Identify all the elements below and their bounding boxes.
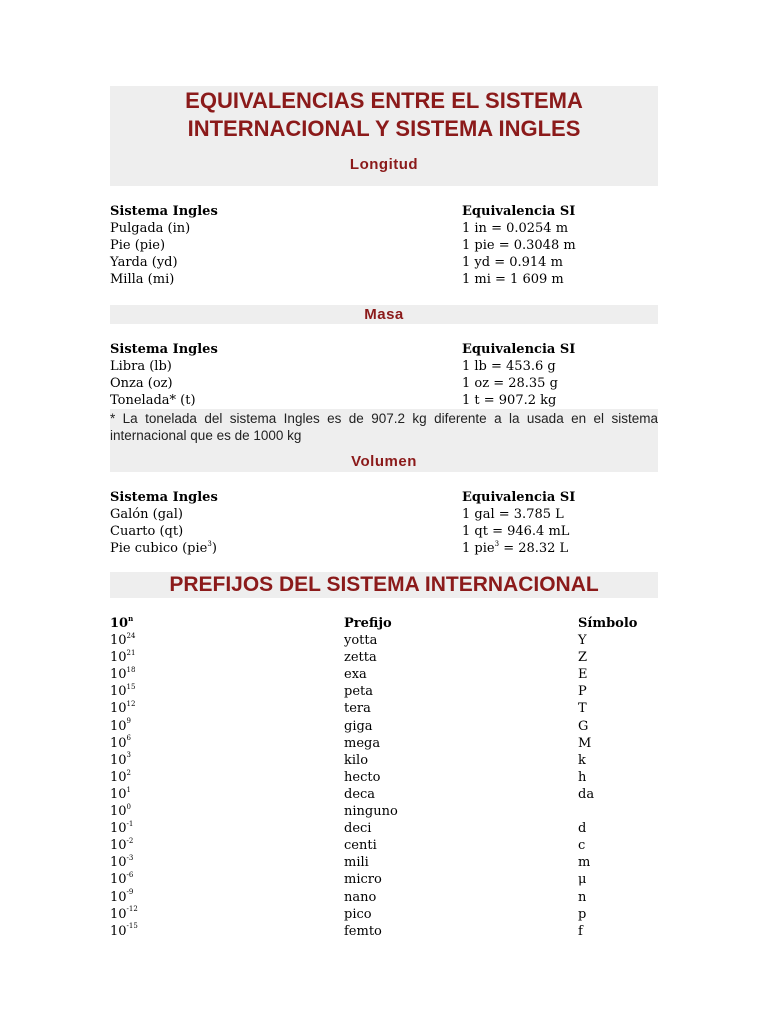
prefix-symbol: G xyxy=(578,718,589,734)
power-of-ten xyxy=(110,718,344,735)
prefix-name: giga xyxy=(344,718,373,734)
table-row xyxy=(110,358,658,375)
power-of-ten xyxy=(110,769,344,786)
prefix-name: mega xyxy=(344,735,381,751)
power-base: 10 xyxy=(110,752,127,768)
unit-equivalence: 1 yd = 0.914 m xyxy=(462,255,563,270)
power-of-ten xyxy=(110,683,344,700)
header-equivalencia: Equivalencia SI xyxy=(462,490,576,505)
power-base: 10 xyxy=(110,735,127,751)
power-of-ten xyxy=(110,820,344,837)
power-exponent: -15 xyxy=(126,922,138,931)
unit-equivalence: 1 in = 0.0254 m xyxy=(462,221,569,236)
prefix-symbol: n xyxy=(578,889,587,905)
unit-name: Yarda (yd) xyxy=(110,255,178,270)
table-row xyxy=(110,837,658,854)
table-row xyxy=(110,632,658,649)
main-title-line1: EQUIVALENCIAS ENTRE EL SISTEMA xyxy=(185,88,583,113)
section-title-volumen: Volumen xyxy=(351,453,417,470)
prefix-name: ninguno xyxy=(344,804,398,820)
power-base: 10 xyxy=(110,838,127,854)
power-base: 10 xyxy=(110,821,127,837)
header-base: 10 xyxy=(110,616,129,631)
masa-table xyxy=(110,341,658,409)
prefix-name: hecto xyxy=(344,769,381,785)
power-of-ten xyxy=(110,889,344,906)
table-row xyxy=(110,220,658,237)
table-header xyxy=(110,489,658,506)
power-exponent: -3 xyxy=(126,853,134,862)
power-of-ten xyxy=(110,752,344,769)
power-exponent: 15 xyxy=(126,683,136,692)
power-of-ten xyxy=(110,632,344,649)
prefix-symbol: f xyxy=(578,923,583,939)
table-row xyxy=(110,649,658,666)
table-row xyxy=(110,752,658,769)
prefix-symbol: M xyxy=(578,735,592,751)
power-exponent: 9 xyxy=(126,717,132,726)
prefix-symbol: Y xyxy=(578,633,587,649)
power-base: 10 xyxy=(110,804,127,820)
power-base: 10 xyxy=(110,906,127,922)
unit-name: Tonelada* (t) xyxy=(110,393,196,408)
power-base: 10 xyxy=(110,889,127,905)
prefix-name: peta xyxy=(344,684,373,700)
prefix-name: zetta xyxy=(344,650,377,666)
header-exponent: n xyxy=(128,613,134,623)
prefix-name: deci xyxy=(344,821,372,837)
prefijos-title-band xyxy=(110,572,658,598)
prefix-name: femto xyxy=(344,923,382,939)
unit-name: Galón (gal) xyxy=(110,507,183,522)
power-base: 10 xyxy=(110,650,127,666)
table-row xyxy=(110,254,658,271)
power-of-ten xyxy=(110,837,344,854)
table-row xyxy=(110,854,658,871)
table-header xyxy=(110,615,658,632)
main-title-line2: INTERNACIONAL Y SISTEMA INGLES xyxy=(187,116,581,141)
header-prefijo: Prefijo xyxy=(344,616,392,631)
power-base: 10 xyxy=(110,684,127,700)
unit-name: Pie (pie) xyxy=(110,238,166,253)
table-row xyxy=(110,506,658,523)
unit-equivalence: 1 pie = 0.3048 m xyxy=(462,238,576,253)
power-base: 10 xyxy=(110,718,127,734)
equivalence-value: = 28.32 L xyxy=(503,541,569,556)
table-row xyxy=(110,718,658,735)
power-of-ten xyxy=(110,735,344,752)
table-row xyxy=(110,271,658,288)
header-simbolo: Símbolo xyxy=(578,616,638,631)
table-row xyxy=(110,735,658,752)
prefix-name: exa xyxy=(344,667,367,683)
unit-name: Onza (oz) xyxy=(110,376,173,391)
table-row xyxy=(110,871,658,888)
power-exponent: 1 xyxy=(126,785,132,794)
table-row xyxy=(110,889,658,906)
power-base: 10 xyxy=(110,633,127,649)
power-base: 10 xyxy=(110,872,127,888)
header-sistema-ingles: Sistema Ingles xyxy=(110,490,218,505)
power-exponent: 21 xyxy=(126,648,136,657)
power-exponent: -1 xyxy=(126,819,134,828)
unit-equivalence: 1 gal = 3.785 L xyxy=(462,507,564,522)
prefix-name: yotta xyxy=(344,633,378,649)
header-equivalencia: Equivalencia SI xyxy=(462,204,576,219)
power-exponent: 18 xyxy=(126,665,136,674)
title-band xyxy=(110,86,658,186)
superscript: 3 xyxy=(207,539,212,548)
unit-equivalence: 1 t = 907.2 kg xyxy=(462,393,557,408)
prefix-name: nano xyxy=(344,889,377,905)
power-base: 10 xyxy=(110,769,127,785)
prefix-symbol: Z xyxy=(578,650,588,666)
prefix-symbol: c xyxy=(578,838,586,854)
unit-name-close: ) xyxy=(211,541,217,556)
table-row xyxy=(110,803,658,820)
prefijos-table xyxy=(110,615,658,940)
header-power xyxy=(110,615,344,632)
prefix-symbol: d xyxy=(578,821,587,837)
prefix-name: pico xyxy=(344,906,372,922)
power-of-ten xyxy=(110,923,344,940)
prefix-symbol: da xyxy=(578,786,595,802)
table-row xyxy=(110,375,658,392)
power-exponent: -12 xyxy=(126,905,138,914)
section-title-longitud: Longitud xyxy=(349,156,419,173)
power-base: 10 xyxy=(110,667,127,683)
power-exponent: -6 xyxy=(126,871,134,880)
equivalence-unit: 1 pie xyxy=(462,541,495,556)
prefix-name: deca xyxy=(344,786,376,802)
prefix-symbol xyxy=(578,803,658,820)
table-row xyxy=(110,237,658,254)
power-base: 10 xyxy=(110,701,127,717)
prefix-symbol: k xyxy=(578,752,586,768)
table-row xyxy=(110,820,658,837)
prefix-name: centi xyxy=(344,838,377,854)
power-of-ten xyxy=(110,786,344,803)
unit-name: Milla (mi) xyxy=(110,272,175,287)
main-title xyxy=(110,86,658,143)
power-of-ten xyxy=(110,649,344,666)
power-exponent: 3 xyxy=(126,751,132,760)
power-of-ten xyxy=(110,854,344,871)
superscript: 3 xyxy=(494,539,500,548)
unit-equivalence: 1 qt = 946.4 mL xyxy=(462,524,570,539)
prefix-symbol: T xyxy=(578,701,587,717)
power-base: 10 xyxy=(110,855,127,871)
prefix-symbol: E xyxy=(578,667,588,683)
unit-equivalence xyxy=(462,540,658,557)
power-base: 10 xyxy=(110,923,127,939)
table-row xyxy=(110,666,658,683)
prefix-symbol: h xyxy=(578,769,587,785)
power-exponent: 2 xyxy=(126,768,132,777)
table-header xyxy=(110,341,658,358)
power-exponent: -9 xyxy=(126,888,134,897)
header-sistema-ingles: Sistema Ingles xyxy=(110,204,218,219)
prefijos-title: PREFIJOS DEL SISTEMA INTERNACIONAL xyxy=(169,573,599,596)
prefix-name: tera xyxy=(344,701,371,717)
prefix-symbol: p xyxy=(578,906,587,922)
prefix-name: mili xyxy=(344,855,369,871)
unit-name xyxy=(110,540,462,557)
power-of-ten xyxy=(110,871,344,888)
prefix-name: micro xyxy=(344,872,382,888)
table-row xyxy=(110,523,658,540)
unit-equivalence: 1 lb = 453.6 g xyxy=(462,359,556,374)
power-exponent: 12 xyxy=(126,700,136,709)
table-row xyxy=(110,540,658,557)
power-of-ten xyxy=(110,906,344,923)
power-exponent: 6 xyxy=(126,734,132,743)
section-band-masa xyxy=(110,305,658,324)
power-exponent: 24 xyxy=(126,631,136,640)
power-of-ten xyxy=(110,700,344,717)
prefix-rows xyxy=(110,632,658,940)
unit-equivalence: 1 mi = 1 609 m xyxy=(462,272,564,287)
unit-name-text: Pie cubico (pie xyxy=(110,541,208,556)
prefix-name: kilo xyxy=(344,752,369,768)
masa-note-band xyxy=(110,409,658,472)
prefix-symbol: P xyxy=(578,684,587,700)
document-page xyxy=(110,86,658,940)
table-row xyxy=(110,906,658,923)
power-of-ten xyxy=(110,803,344,820)
tonelada-note: * La tonelada del sistema Ingles es de 907.2 kg diferente a la usada en el sistema internacional que es de 1000 kg xyxy=(110,411,658,443)
header-sistema-ingles: Sistema Ingles xyxy=(110,342,218,357)
table-row xyxy=(110,683,658,700)
unit-name: Cuarto (qt) xyxy=(110,524,184,539)
table-row xyxy=(110,700,658,717)
volumen-table xyxy=(110,489,658,557)
power-of-ten xyxy=(110,666,344,683)
table-row xyxy=(110,786,658,803)
unit-equivalence: 1 oz = 28.35 g xyxy=(462,376,558,391)
power-base: 10 xyxy=(110,786,127,802)
table-row xyxy=(110,769,658,786)
power-exponent: 0 xyxy=(126,802,132,811)
table-header xyxy=(110,203,658,220)
power-exponent: -2 xyxy=(126,836,134,845)
table-row xyxy=(110,392,658,409)
prefix-symbol: m xyxy=(578,855,591,871)
section-title-masa: Masa xyxy=(364,306,404,323)
unit-name: Libra (lb) xyxy=(110,359,172,374)
prefix-symbol: μ xyxy=(578,872,587,888)
longitud-table xyxy=(110,203,658,288)
table-row xyxy=(110,923,658,940)
header-equivalencia: Equivalencia SI xyxy=(462,342,576,357)
unit-name: Pulgada (in) xyxy=(110,221,191,236)
